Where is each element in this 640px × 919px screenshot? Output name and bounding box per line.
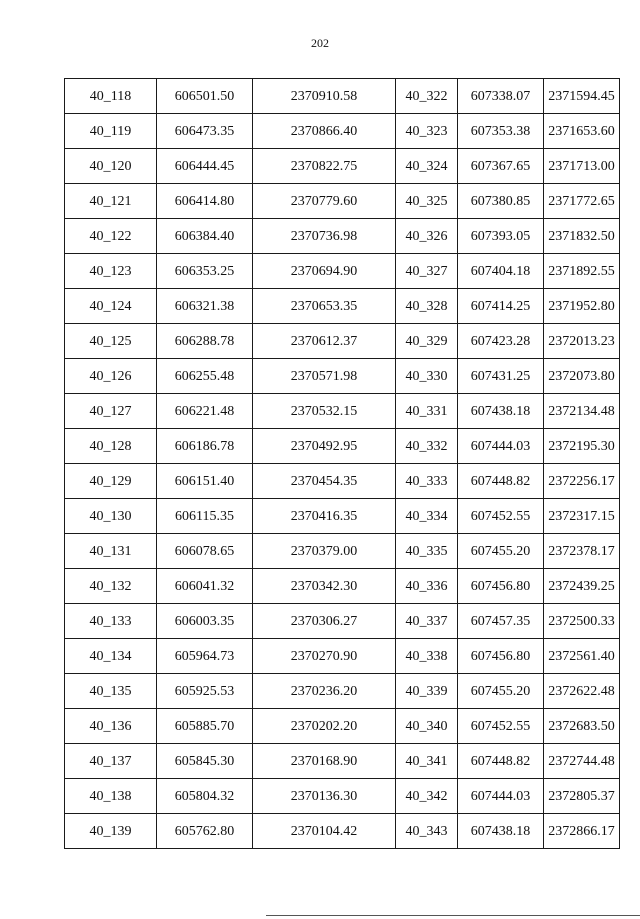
y-coordinate-right-cell <box>544 604 620 639</box>
point-id-left-cell: 40_121 <box>65 184 157 219</box>
x-coordinate-left-cell: 606078.65 <box>157 534 253 569</box>
y-coordinate-right-cell <box>544 184 620 219</box>
y-coordinate-right-text: 2372866.17 <box>548 823 615 839</box>
point-id-right-cell: 40_329 <box>396 324 458 359</box>
point-id-right-cell: 40_327 <box>396 254 458 289</box>
x-coordinate-right-cell: 607414.25 <box>458 289 544 324</box>
y-coordinate-right-text: 2372317.15 <box>548 508 615 524</box>
point-id-right-cell: 40_328 <box>396 289 458 324</box>
y-coordinate-right-text: 2371952.80 <box>548 298 615 314</box>
point-id-left-cell: 40_129 <box>65 464 157 499</box>
point-id-left-cell: 40_122 <box>65 219 157 254</box>
y-coordinate-right-text: 2371653.60 <box>548 123 615 139</box>
table-row <box>65 79 620 114</box>
table-row <box>65 254 620 289</box>
x-coordinate-right-cell: 607444.03 <box>458 779 544 814</box>
x-coordinate-left-cell: 606288.78 <box>157 324 253 359</box>
point-id-left-cell: 40_127 <box>65 394 157 429</box>
y-coordinate-right-cell <box>544 429 620 464</box>
x-coordinate-left-cell: 606255.48 <box>157 359 253 394</box>
y-coordinate-right-cell <box>544 569 620 604</box>
table-row <box>65 219 620 254</box>
x-coordinate-right-cell: 607455.20 <box>458 674 544 709</box>
y-coordinate-right-cell <box>544 114 620 149</box>
table-row <box>65 184 620 219</box>
y-coordinate-right-text: 2372256.17 <box>548 473 615 489</box>
point-id-right-cell: 40_322 <box>396 79 458 114</box>
y-coordinate-right-text: 2372378.17 <box>548 543 615 559</box>
y-coordinate-left-cell: 2370492.95 <box>253 429 396 464</box>
y-coordinate-right-text: 2372013.23 <box>548 333 615 349</box>
y-coordinate-left-cell: 2370306.27 <box>253 604 396 639</box>
y-coordinate-left-cell: 2370379.00 <box>253 534 396 569</box>
y-coordinate-right-cell <box>544 359 620 394</box>
x-coordinate-right-cell: 607431.25 <box>458 359 544 394</box>
point-id-right-cell: 40_323 <box>396 114 458 149</box>
y-coordinate-left-cell: 2370416.35 <box>253 499 396 534</box>
x-coordinate-left-cell: 606444.45 <box>157 149 253 184</box>
y-coordinate-right-cell <box>544 744 620 779</box>
point-id-left-cell: 40_131 <box>65 534 157 569</box>
y-coordinate-right-cell <box>544 219 620 254</box>
x-coordinate-left-cell: 606384.40 <box>157 219 253 254</box>
y-coordinate-left-cell: 2370342.30 <box>253 569 396 604</box>
point-id-left-cell: 40_119 <box>65 114 157 149</box>
x-coordinate-left-cell: 605925.53 <box>157 674 253 709</box>
x-coordinate-right-cell: 607367.65 <box>458 149 544 184</box>
point-id-right-cell: 40_341 <box>396 744 458 779</box>
y-coordinate-right-cell <box>544 464 620 499</box>
x-coordinate-right-cell: 607448.82 <box>458 744 544 779</box>
coordinates-table-body <box>65 79 620 849</box>
point-id-right-cell: 40_330 <box>396 359 458 394</box>
y-coordinate-left-cell: 2370612.37 <box>253 324 396 359</box>
point-id-left-cell: 40_126 <box>65 359 157 394</box>
point-id-right-cell: 40_337 <box>396 604 458 639</box>
point-id-left-cell: 40_128 <box>65 429 157 464</box>
x-coordinate-left-cell: 606414.80 <box>157 184 253 219</box>
point-id-left-cell: 40_138 <box>65 779 157 814</box>
y-coordinate-left-cell: 2370104.42 <box>253 814 396 849</box>
table-row <box>65 604 620 639</box>
y-coordinate-left-cell: 2370136.30 <box>253 779 396 814</box>
x-coordinate-left-cell: 606003.35 <box>157 604 253 639</box>
point-id-left-cell: 40_139 <box>65 814 157 849</box>
point-id-left-cell: 40_137 <box>65 744 157 779</box>
table-row <box>65 464 620 499</box>
point-id-left-cell: 40_125 <box>65 324 157 359</box>
y-coordinate-right-cell <box>544 289 620 324</box>
y-coordinate-left-cell: 2370910.58 <box>253 79 396 114</box>
x-coordinate-left-cell: 605885.70 <box>157 709 253 744</box>
y-coordinate-right-text: 2371713.00 <box>548 158 615 174</box>
y-coordinate-right-cell <box>544 324 620 359</box>
x-coordinate-left-cell: 606041.32 <box>157 569 253 604</box>
y-coordinate-right-cell <box>544 499 620 534</box>
table-row <box>65 359 620 394</box>
y-coordinate-right-text: 2372622.48 <box>548 683 615 699</box>
table-row <box>65 709 620 744</box>
x-coordinate-right-cell: 607338.07 <box>458 79 544 114</box>
x-coordinate-right-cell: 607448.82 <box>458 464 544 499</box>
footer-rule <box>266 915 640 916</box>
point-id-right-cell: 40_335 <box>396 534 458 569</box>
table-row <box>65 569 620 604</box>
y-coordinate-left-cell: 2370779.60 <box>253 184 396 219</box>
x-coordinate-left-cell: 605964.73 <box>157 639 253 674</box>
table-row <box>65 779 620 814</box>
y-coordinate-right-text: 2372805.37 <box>548 788 615 804</box>
y-coordinate-left-cell: 2370736.98 <box>253 219 396 254</box>
point-id-left-cell: 40_134 <box>65 639 157 674</box>
x-coordinate-right-cell: 607404.18 <box>458 254 544 289</box>
y-coordinate-left-cell: 2370694.90 <box>253 254 396 289</box>
y-coordinate-right-cell <box>544 779 620 814</box>
x-coordinate-right-cell: 607438.18 <box>458 814 544 849</box>
point-id-right-cell: 40_324 <box>396 149 458 184</box>
point-id-right-cell: 40_334 <box>396 499 458 534</box>
x-coordinate-left-cell: 606501.50 <box>157 79 253 114</box>
x-coordinate-right-cell: 607380.85 <box>458 184 544 219</box>
table-row <box>65 429 620 464</box>
table-row <box>65 534 620 569</box>
y-coordinate-right-text: 2372500.33 <box>548 613 615 629</box>
y-coordinate-right-text: 2372561.40 <box>548 648 615 664</box>
x-coordinate-right-cell: 607438.18 <box>458 394 544 429</box>
point-id-left-cell: 40_133 <box>65 604 157 639</box>
x-coordinate-left-cell: 606221.48 <box>157 394 253 429</box>
point-id-right-cell: 40_340 <box>396 709 458 744</box>
x-coordinate-right-cell: 607455.20 <box>458 534 544 569</box>
table-row <box>65 499 620 534</box>
x-coordinate-right-cell: 607456.80 <box>458 639 544 674</box>
y-coordinate-right-cell <box>544 254 620 289</box>
y-coordinate-right-text: 2371832.50 <box>548 228 615 244</box>
point-id-left-cell: 40_120 <box>65 149 157 184</box>
point-id-left-cell: 40_136 <box>65 709 157 744</box>
y-coordinate-right-cell <box>544 709 620 744</box>
y-coordinate-right-text: 2372134.48 <box>548 403 615 419</box>
x-coordinate-left-cell: 606321.38 <box>157 289 253 324</box>
point-id-left-cell: 40_118 <box>65 79 157 114</box>
y-coordinate-left-cell: 2370571.98 <box>253 359 396 394</box>
point-id-left-cell: 40_135 <box>65 674 157 709</box>
y-coordinate-right-cell <box>544 674 620 709</box>
x-coordinate-right-cell: 607452.55 <box>458 709 544 744</box>
point-id-right-cell: 40_343 <box>396 814 458 849</box>
y-coordinate-right-cell <box>544 534 620 569</box>
table-row <box>65 639 620 674</box>
point-id-right-cell: 40_331 <box>396 394 458 429</box>
x-coordinate-left-cell: 606115.35 <box>157 499 253 534</box>
table-row <box>65 814 620 849</box>
table-row <box>65 324 620 359</box>
x-coordinate-left-cell: 606473.35 <box>157 114 253 149</box>
y-coordinate-right-text: 2371892.55 <box>548 263 615 279</box>
y-coordinate-left-cell: 2370202.20 <box>253 709 396 744</box>
table-row <box>65 149 620 184</box>
table-row <box>65 114 620 149</box>
x-coordinate-right-cell: 607393.05 <box>458 219 544 254</box>
y-coordinate-right-text: 2372195.30 <box>548 438 615 454</box>
point-id-left-cell: 40_132 <box>65 569 157 604</box>
point-id-right-cell: 40_338 <box>396 639 458 674</box>
point-id-left-cell: 40_130 <box>65 499 157 534</box>
table-row <box>65 674 620 709</box>
y-coordinate-left-cell: 2370270.90 <box>253 639 396 674</box>
y-coordinate-right-cell <box>544 149 620 184</box>
x-coordinate-left-cell: 605762.80 <box>157 814 253 849</box>
point-id-right-cell: 40_332 <box>396 429 458 464</box>
y-coordinate-right-text: 2372073.80 <box>548 368 615 384</box>
point-id-right-cell: 40_325 <box>396 184 458 219</box>
point-id-left-cell: 40_124 <box>65 289 157 324</box>
point-id-right-cell: 40_336 <box>396 569 458 604</box>
x-coordinate-left-cell: 606353.25 <box>157 254 253 289</box>
y-coordinate-left-cell: 2370653.35 <box>253 289 396 324</box>
y-coordinate-left-cell: 2370822.75 <box>253 149 396 184</box>
y-coordinate-right-cell <box>544 79 620 114</box>
point-id-right-cell: 40_339 <box>396 674 458 709</box>
page-number: 202 <box>311 36 329 50</box>
coordinates-table <box>64 78 620 849</box>
y-coordinate-right-cell <box>544 394 620 429</box>
x-coordinate-right-cell: 607423.28 <box>458 324 544 359</box>
y-coordinate-right-text: 2371772.65 <box>548 193 615 209</box>
point-id-right-cell: 40_326 <box>396 219 458 254</box>
point-id-right-cell: 40_342 <box>396 779 458 814</box>
x-coordinate-left-cell: 605845.30 <box>157 744 253 779</box>
table-row <box>65 394 620 429</box>
point-id-right-cell: 40_333 <box>396 464 458 499</box>
y-coordinate-left-cell: 2370866.40 <box>253 114 396 149</box>
y-coordinate-right-text: 2372744.48 <box>548 753 615 769</box>
x-coordinate-right-cell: 607457.35 <box>458 604 544 639</box>
point-id-left-cell: 40_123 <box>65 254 157 289</box>
y-coordinate-right-text: 2371594.45 <box>548 88 615 104</box>
y-coordinate-left-cell: 2370236.20 <box>253 674 396 709</box>
x-coordinate-left-cell: 605804.32 <box>157 779 253 814</box>
x-coordinate-right-cell: 607353.38 <box>458 114 544 149</box>
y-coordinate-left-cell: 2370454.35 <box>253 464 396 499</box>
x-coordinate-left-cell: 606151.40 <box>157 464 253 499</box>
x-coordinate-right-cell: 607452.55 <box>458 499 544 534</box>
y-coordinate-right-cell <box>544 639 620 674</box>
x-coordinate-right-cell: 607444.03 <box>458 429 544 464</box>
y-coordinate-right-cell <box>544 814 620 849</box>
y-coordinate-right-text: 2372439.25 <box>548 578 615 594</box>
x-coordinate-left-cell: 606186.78 <box>157 429 253 464</box>
table-row <box>65 289 620 324</box>
y-coordinate-left-cell: 2370532.15 <box>253 394 396 429</box>
y-coordinate-left-cell: 2370168.90 <box>253 744 396 779</box>
table-row <box>65 744 620 779</box>
y-coordinate-right-text: 2372683.50 <box>548 718 615 734</box>
x-coordinate-right-cell: 607456.80 <box>458 569 544 604</box>
